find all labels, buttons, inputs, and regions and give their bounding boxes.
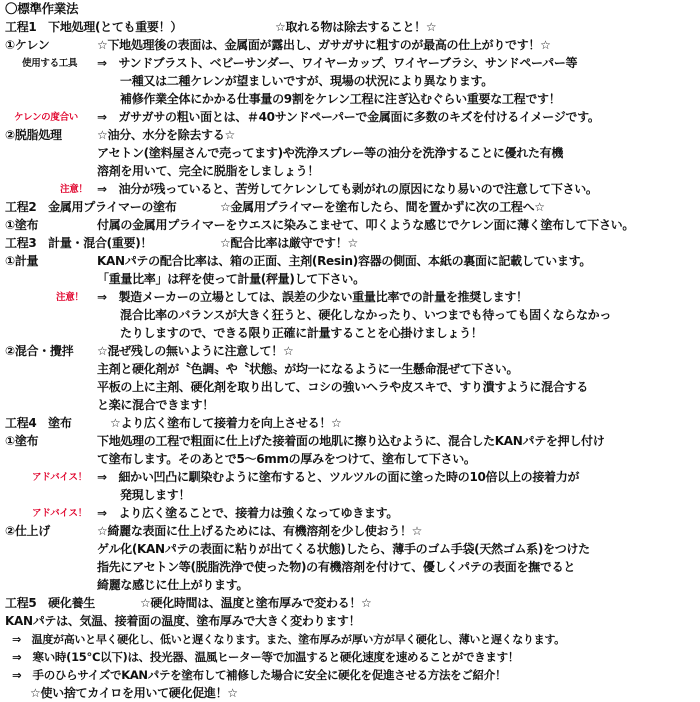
measure-label: ①計量 [5, 254, 39, 268]
tools-label: 使用する工具 [22, 58, 78, 69]
measure-description-2: 「重量比率」は秤を使って計量(秤量)して下さい。 [97, 272, 365, 286]
coat-label: ①塗布 [5, 218, 39, 232]
cure-intro: KANパテは、気温、接着面の温度、塗布厚みで大きく変わります！ [5, 614, 361, 628]
tools-description-2: 一種又は二種ケレンが望ましいですが、現場の状況により異なります。 [120, 74, 493, 88]
apply-description-2: て塗布します。そのあとで5～6mmの厚みをつけて、塗布して下さい。 [97, 452, 476, 466]
cure-item-1: ⇒ 温度が高いと早く硬化し、低いと遅くなります。また、塗布厚みが厚い方が早く硬化し、薄いと遅くなります。 [12, 633, 565, 646]
kelen-degree-description: ⇒ ガサガサの粗い面とは、＃40サンドペーパーで金属面に多数のキズを付けるイメージです。 [97, 110, 600, 124]
step3-note: ☆配合比率は厳守です！☆ [220, 236, 358, 250]
finish-description-4: 綺麗な感じに仕上がります。 [97, 578, 249, 592]
coat-description: 付属の金属用プライマーをウエスに染みこませて、叩くような感じでケレン面に薄く塗布して下さい。 [97, 218, 635, 232]
step4-heading: 工程4 塗布 [5, 416, 72, 430]
measure-caution-description-3: たりしますので、できる限り正確に計量することを心掛けましょう！ [120, 326, 483, 340]
cure-item-3: ⇒ 手のひらサイズでKANパテを塗布して補修した場合に安全に硬化を促進させる方法をご紹介！ [12, 668, 507, 682]
step5-note: ☆硬化時間は、温度と塗布厚みで変わる！☆ [140, 596, 372, 610]
degrease-description-2: アセトン(塗料屋さんで売ってます)や洗浄スプレー等の油分を洗浄することに優れた有機 [97, 146, 564, 160]
degrease-label: ②脱脂処理 [5, 128, 62, 142]
mix-description: ☆混ぜ残しの無いように注意して！☆ [97, 344, 294, 358]
kelen-description: ☆下地処理後の表面は、金属面が露出し、ガサガサに粗すのが最高の仕上がりです！☆ [97, 38, 551, 52]
advice2-label: アドバイス！ [32, 508, 87, 519]
apply-label: ①塗布 [5, 434, 39, 448]
cure-item-2: ⇒ 寒い時(15℃以下)は、投光器、温風ヒーター等で加温すると硬化速度を速めることができます！ [12, 650, 520, 664]
kelen-label: ①ケレン [5, 38, 50, 52]
cure-item-4: ☆使い捨てカイロを用いて硬化促進！☆ [30, 686, 238, 700]
finish-description-2: ゲル化(KANパテの表面に粘りが出てくる状態)したら、薄手のゴム手袋(天然ゴム系)をつけた [97, 542, 590, 556]
step4-note: ☆より広く塗布して接着力を向上させる！☆ [110, 416, 342, 430]
measure-caution-description: ⇒ 製造メーカーの立場としては、誤差の少ない重量比率での計量を推奨します！ [97, 290, 528, 304]
measure-description: KANパテの配合比率は、箱の正面、主剤(Resin)容器の側面、本紙の裏面に記載しています。 [97, 254, 592, 268]
degrease-description-3: 溶剤を用いて、完全に脱脂をしましょう！ [97, 164, 320, 178]
advice1-label: アドバイス！ [32, 472, 87, 483]
document-title: 〇標準作業法 [5, 1, 79, 16]
finish-label: ②仕上げ [5, 524, 50, 538]
mix-description-3: 平板の上に主剤、硬化剤を取り出して、コシの強いヘラや皮スキで、すり潰すように混合する [97, 380, 588, 394]
apply-description: 下地処理の工程で粗面に仕上げた接着面の地肌に擦り込むように、混合したKANパテを押し付け [97, 434, 605, 448]
mix-description-2: 主剤と硬化剤が〝色調〟や〝状態〟が均一になるように一生懸命混ぜて下さい。 [97, 362, 519, 376]
step3-heading: 工程3 計量・混合(重要)！ [5, 236, 153, 250]
step2-note: ☆金属用プライマーを塗布したら、間を置かずに次の工程へ☆ [220, 200, 545, 214]
step5-heading: 工程5 硬化養生 [5, 596, 95, 610]
step1-heading: 工程1 下地処理(とても重要！） [5, 20, 183, 34]
mix-description-4: と楽に混合できます！ [97, 398, 215, 412]
step2-heading: 工程2 金属用プライマーの塗布 [5, 200, 177, 214]
kelen-degree-label: ケレンの度合い [14, 112, 78, 123]
step1-note: ☆取れる物は除去すること！☆ [275, 20, 437, 34]
advice1-description-2: 発現します！ [120, 488, 191, 502]
tools-description-3: 補修作業全体にかかる仕事量の9割をケレン工程に注ぎ込むぐらい重要な工程です！ [120, 92, 561, 106]
tools-description: ⇒ サンドブラスト、ベビーサンダー、ワイヤーカップ、ワイヤーブラシ、サンドペーパー等 [97, 56, 578, 70]
advice1-description: ⇒ 細かい凹凸に馴染むように塗布すると、ツルツルの面に塗った時の10倍以上の接着力が [97, 470, 580, 484]
measure-caution-label: 注意！ [56, 292, 84, 303]
degrease-description: ☆油分、水分を除去する☆ [97, 128, 235, 142]
mix-label: ②混合・攪拌 [5, 344, 74, 358]
finish-description-3: 指先にアセトン等(脱脂洗浄で使った物)の有機溶剤を付けて、優しくパテの表面を撫でると [97, 560, 576, 574]
caution-label: 注意！ [60, 184, 88, 195]
caution-description: ⇒ 油分が残っていると、苦労してケレンしても剥がれの原因になり易いので注意して下さい。 [97, 182, 598, 196]
advice2-description: ⇒ より広く塗ることで、接着力は強くなってゆきます。 [97, 506, 399, 520]
measure-caution-description-2: 混合比率のバランスが大きく狂うと、硬化しなかったり、いつまでも待っても固くならなかっ [120, 308, 612, 322]
finish-description: ☆綺麗な表面に仕上げるためには、有機溶剤を少し使おう！☆ [97, 524, 423, 538]
